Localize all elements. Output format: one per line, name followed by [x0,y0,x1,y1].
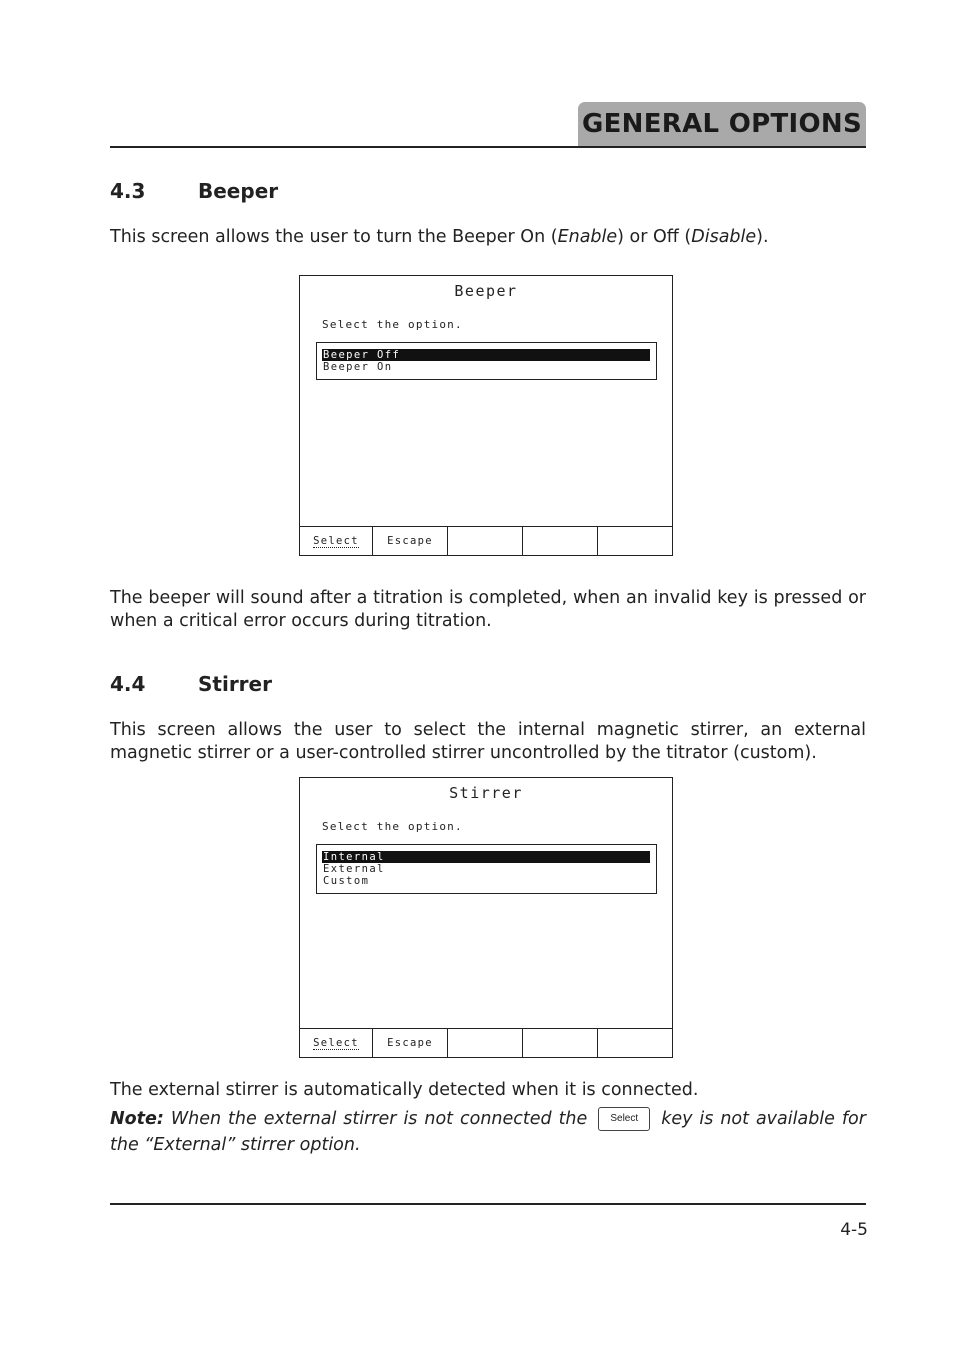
note-text: When the external stirrer is not connected the [170,1109,588,1129]
stirrer-intro: This screen allows the user to select the internal magnetic stirrer, an external magnetic stirrer or a user-controlled stirrer uncontrolled by the titrator (custom). [110,720,866,763]
softkey-label: Select [313,534,359,547]
stirrer-detection-text: The external stirrer is automatically detected when it is connected. [110,1080,699,1100]
intro-emphasis-disable: Disable [691,227,757,247]
softkey-label: Escape [387,535,433,547]
beeper-intro [110,226,866,249]
softkey-select[interactable] [300,1029,373,1057]
section-title: Beeper [198,179,279,203]
option-list [316,844,657,894]
softkey-3[interactable] [448,527,523,555]
softkey-escape[interactable] [373,1029,448,1057]
note-text: key is not available for the “External” stirrer option. [110,1109,866,1155]
intro-text: ). [756,227,769,247]
softkey-4[interactable] [523,527,598,555]
softkey-label: Select [313,1036,359,1049]
screen-prompt: Select the option. [322,318,463,331]
beeper-description: The beeper will sound after a titration is completed, when an invalid key is pressed or when a critical error occurs during titration. [110,588,866,631]
note-label: Note: [110,1109,164,1129]
screen-title: Stirrer [449,784,523,802]
chapter-title: GENERAL OPTIONS [581,109,863,139]
softkey-bar [300,526,672,555]
list-item[interactable]: Beeper Off [322,349,650,361]
stirrer-screen [299,777,673,1058]
softkey-bar [300,1028,672,1057]
section-number: 4.3 [110,179,146,203]
select-key-icon: Select [598,1107,650,1131]
softkey-escape[interactable] [373,527,448,555]
intro-text: This screen allows the user to turn the Beeper On ( [110,227,558,247]
section-heading-beeper [110,179,278,203]
softkey-5[interactable] [598,1029,672,1057]
intro-text: ) or Off ( [617,227,692,247]
screen-title: Beeper [454,282,518,300]
softkey-select[interactable] [300,527,373,555]
footer-rule [110,1203,866,1205]
section-number: 4.4 [110,672,146,696]
page-number: 4-5 [840,1220,868,1240]
option-list [316,342,657,380]
list-item[interactable]: Internal [322,851,650,863]
softkey-5[interactable] [598,527,672,555]
beeper-screen [299,275,673,556]
list-item[interactable]: External [323,863,385,875]
intro-emphasis-enable: Enable [557,227,618,247]
list-item[interactable]: Custom [323,875,370,887]
chapter-title-badge [578,102,866,146]
softkey-label: Escape [387,1037,433,1049]
screen-prompt: Select the option. [322,820,463,833]
list-item[interactable]: Beeper On [323,361,393,373]
header-rule [110,146,866,148]
softkey-4[interactable] [523,1029,598,1057]
stirrer-note [110,1106,866,1158]
softkey-3[interactable] [448,1029,523,1057]
section-title: Stirrer [198,672,272,696]
section-heading-stirrer [110,672,272,696]
